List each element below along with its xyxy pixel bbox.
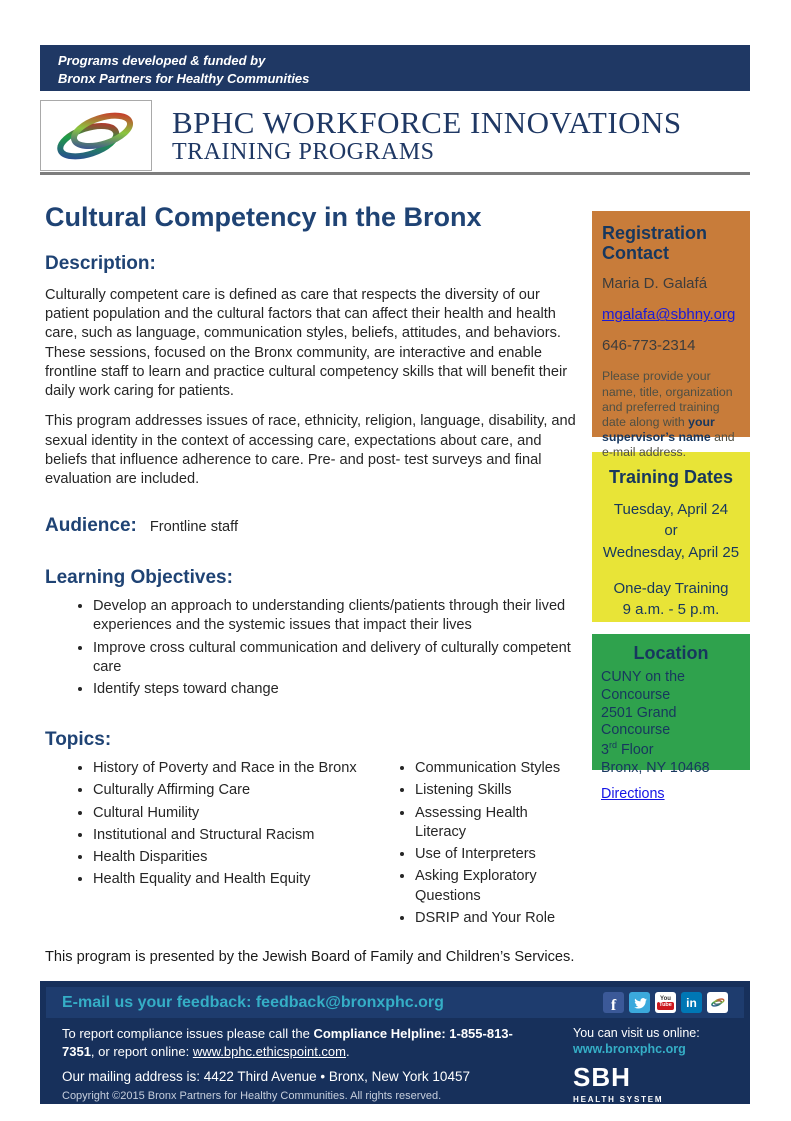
topics-list-2 <box>373 759 581 928</box>
learning-objectives-heading: Learning Objectives: <box>45 567 233 589</box>
content-area <box>40 202 750 931</box>
location-address <box>601 669 741 777</box>
bphc-swirl-icon <box>48 106 144 166</box>
contact-email-link[interactable]: mgalafa@sbhny.org <box>602 306 736 324</box>
registration-contact-box <box>592 211 750 460</box>
contact-phone: 646-773-2314 <box>602 337 696 355</box>
address-line: 3rd Floor <box>601 740 654 758</box>
list-item: • Communication Styles <box>415 759 581 778</box>
compliance-text: To report compliance issues please call the Compliance Helpline: 1-855-813-7351, or report online: www.bphc.ethicspoint.com. <box>62 1026 513 1060</box>
list-item: • History of Poverty and Race in the Bronx <box>93 759 373 778</box>
description-heading: Description: <box>45 253 156 275</box>
list-item: • Institutional and Structural Racism <box>93 826 373 845</box>
header-titles <box>172 100 682 166</box>
location-box <box>592 634 750 803</box>
copyright-text: Copyright ©2015 Bronx Partners for Healthy Communities. All rights reserved. <box>62 1090 442 1103</box>
header-divider <box>40 172 750 175</box>
list-item: • Cultural Humility <box>93 804 373 823</box>
training-dates <box>596 499 746 563</box>
feedback-label: E-mail us your feedback: <box>62 993 256 1011</box>
address-line: CUNY on the Concourse <box>601 669 685 703</box>
note-bold-text: your supervisor’s name <box>602 415 715 445</box>
bronxphc-website-link[interactable]: www.bronxphc.org <box>573 1042 686 1057</box>
ethicspoint-link[interactable]: www.bphc.ethicspoint.com <box>192 1044 346 1060</box>
registration-heading: Registration Contact <box>602 223 708 264</box>
feedback-email-link[interactable]: feedback@bronxphc.org <box>255 993 444 1011</box>
sbh-logo-name: SBH <box>573 1061 631 1092</box>
description-paragraph-2: This program addresses issues of race, ethnicity, religion, language, disability, and sexual identity in the context of accessing care, expectations about care, and beliefs that influence adherence to care. Pre- and post- test surveys and final evaluation are included. <box>45 413 576 488</box>
youtube-icon[interactable]: You Tube <box>655 992 676 1013</box>
list-item: • Asking Exploratory Questions <box>415 867 581 906</box>
training-time <box>596 578 746 621</box>
topics-column-2 <box>373 759 581 931</box>
note-text: and e-mail address. <box>602 430 735 460</box>
presented-by-text: This program is presented by the Jewish Board of Family and Children’s Services. <box>45 949 575 966</box>
compliance-helpline: Compliance Helpline: 1-855-813-7351 <box>62 1026 513 1060</box>
bphc-swirl-icon[interactable] <box>707 992 728 1013</box>
audience-row <box>45 515 581 537</box>
sbh-logo <box>573 1061 728 1121</box>
top-banner <box>40 45 750 91</box>
training-dates-heading: Training Dates <box>608 467 734 487</box>
list-item: • Health Equality and Health Equity <box>93 870 373 889</box>
feedback-line <box>62 994 444 1012</box>
twitter-icon[interactable] <box>629 992 650 1013</box>
sbh-logo-bronx: BRONX <box>573 1109 645 1121</box>
list-item: • Culturally Affirming Care <box>93 781 373 800</box>
topics-columns <box>45 759 581 931</box>
description-paragraph-1: Culturally competent care is defined as care that respects the diversity of our patient population and the cultural factors that can affect their health and health care, such as language, communication styles, beliefs, attitudes, and behaviors. These sessions, focused on the Bronx community, are interactive and enable frontline staff to learn and practice cultural competency skills that will benefit their daily work caring for patients. <box>45 286 568 400</box>
bphc-logo <box>40 100 152 171</box>
program-subtitle: TRAINING PROGRAMS <box>172 138 435 165</box>
footer-feedback-bar <box>46 987 744 1018</box>
list-item: • Health Disparities <box>93 848 373 867</box>
audience-value: Frontline staff <box>149 519 239 536</box>
list-item: • Identify steps toward change <box>93 680 581 699</box>
footer-right <box>573 1025 728 1121</box>
page-title: Cultural Competency in the Bronx <box>45 202 482 232</box>
date-option-2: Wednesday, April 25 <box>602 543 740 561</box>
list-item: • Assessing Health Literacy <box>415 804 581 843</box>
sbh-logo-subtitle: HEALTH SYSTEM <box>573 1095 663 1107</box>
mailing-address: Our mailing address is: 4422 Third Avenue • Bronx, New York 10457 <box>62 1069 470 1085</box>
note-text: Please provide your name, title, organization and preferred training date along with <box>602 369 733 430</box>
footer <box>40 981 750 1118</box>
list-item: • Listening Skills <box>415 781 581 800</box>
date-option-1: Tuesday, April 24 <box>613 501 729 519</box>
date-or: or <box>664 522 678 540</box>
audience-heading: Audience: <box>45 515 137 537</box>
address-line: 2501 Grand Concourse <box>601 704 677 739</box>
footer-body <box>46 1018 744 1121</box>
contact-name: Maria D. Galafá <box>602 275 708 293</box>
topics-list-1 <box>45 759 373 890</box>
training-dates-box <box>592 452 750 622</box>
directions-link[interactable]: Directions <box>601 786 665 803</box>
registration-note <box>602 369 740 460</box>
sidebar <box>592 211 750 931</box>
training-hours: 9 a.m. - 5 p.m. <box>622 601 720 619</box>
list-item: • DSRIP and Your Role <box>415 909 581 928</box>
social-icons <box>603 992 728 1013</box>
training-duration: One-day Training <box>613 580 729 598</box>
banner-line-1: Programs developed & funded by <box>58 53 266 68</box>
topics-column-1 <box>45 759 373 931</box>
list-item: • Use of Interpreters <box>415 845 581 864</box>
footer-left <box>62 1025 532 1121</box>
location-heading: Location <box>633 643 709 663</box>
list-item: • Improve cross cultural communication and delivery of culturally competent care <box>93 639 581 678</box>
linkedin-icon[interactable]: in <box>681 992 702 1013</box>
facebook-icon[interactable]: f <box>603 992 624 1013</box>
topics-heading: Topics: <box>45 729 112 751</box>
banner-line-2: Bronx Partners for Healthy Communities <box>58 70 310 86</box>
address-line: Bronx, NY 10468 <box>601 759 710 776</box>
program-title: BPHC WORKFORCE INNOVATIONS <box>172 105 682 140</box>
main-column <box>45 202 581 931</box>
learning-objectives-list <box>45 597 581 699</box>
list-item: • Develop an approach to understanding clients/patients through their lived experiences and the systemic issues that impact their lives <box>93 597 581 636</box>
visit-online-label: You can visit us online: <box>573 1026 700 1041</box>
header <box>40 100 750 171</box>
